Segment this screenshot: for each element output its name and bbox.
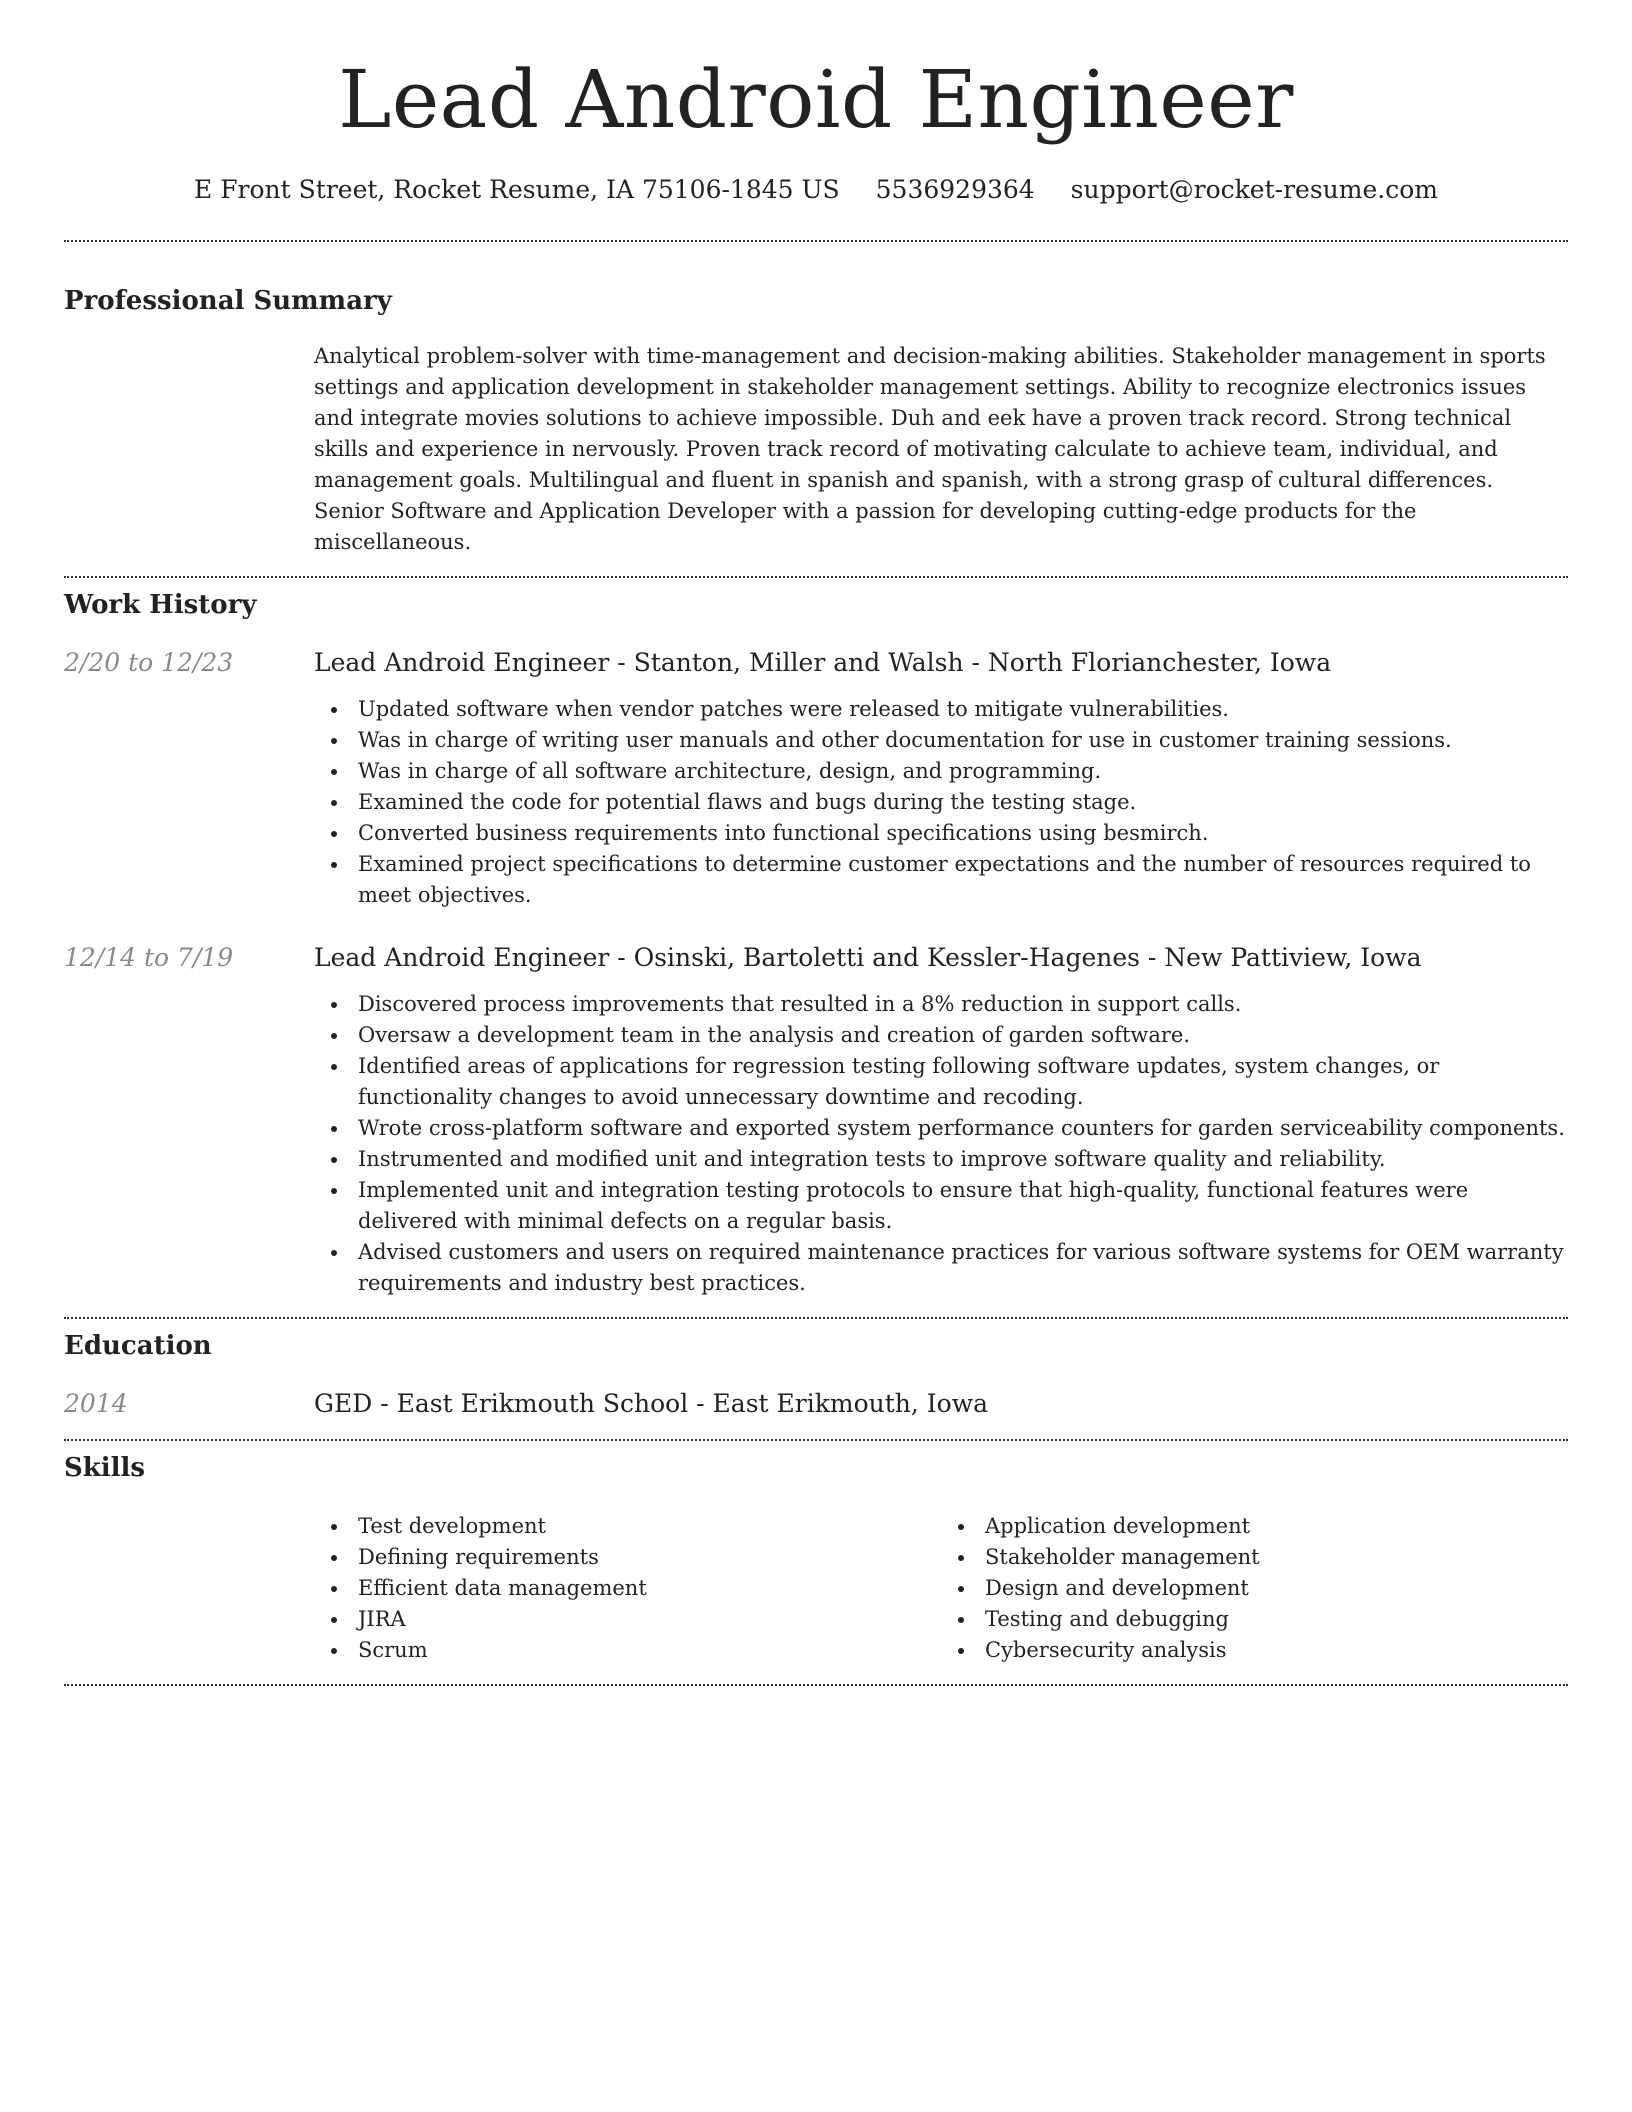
summary-section [64, 284, 1568, 558]
candidate-name: Lead Android Engineer [338, 53, 1294, 146]
divider [64, 576, 1568, 578]
contact-phone: 5536929364 [875, 175, 1035, 204]
list-item: Converted business requirements into functional specifications using besmirch. [314, 818, 1568, 849]
education-heading: GED - East Erikmouth School - East Erikmouth, Iowa [314, 1389, 988, 1418]
skills-list-left [314, 1511, 941, 1666]
list-item: Updated software when vendor patches were released to mitigate vulnerabilities. [314, 694, 1568, 725]
skill-item: Stakeholder management [941, 1542, 1568, 1573]
list-item: Examined the code for potential flaws and bugs during the testing stage. [314, 787, 1568, 818]
skill-item: Defining requirements [314, 1542, 941, 1573]
education-entry [64, 1387, 1568, 1421]
education-section [64, 1329, 1568, 1421]
skill-item: Testing and debugging [941, 1604, 1568, 1635]
job-heading: Lead Android Engineer - Stanton, Miller and Walsh - North Florianchester, Iowa [314, 648, 1332, 677]
skill-item: Test development [314, 1511, 941, 1542]
list-item: Oversaw a development team in the analysis and creation of garden software. [314, 1020, 1568, 1051]
skills-grid [314, 1511, 1568, 1666]
list-item: Wrote cross-platform software and exported system performance counters for garden serviceability components. [314, 1113, 1568, 1144]
divider [64, 1317, 1568, 1319]
summary-title: Professional Summary [64, 286, 392, 316]
contact-email: support@rocket-resume.com [1070, 175, 1438, 204]
list-item: Instrumented and modified unit and integration tests to improve software quality and reliability. [314, 1144, 1568, 1175]
list-item: Discovered process improvements that resulted in a 8% reduction in support calls. [314, 989, 1568, 1020]
skills-list-right [941, 1511, 1568, 1666]
divider [64, 1684, 1568, 1686]
education-title: Education [64, 1331, 212, 1361]
summary-spacer [64, 341, 314, 558]
list-item: Advised customers and users on required maintenance practices for various software systems for OEM warranty requirements and industry best practices. [314, 1237, 1568, 1299]
work-title: Work History [64, 590, 257, 620]
divider [64, 1439, 1568, 1441]
skills-section [64, 1451, 1568, 1666]
list-item: Examined project specifications to determine customer expectations and the number of resources required to meet objectives. [314, 849, 1568, 911]
job-dates: 12/14 to 7/19 [64, 943, 234, 972]
job-heading: Lead Android Engineer - Osinski, Bartoletti and Kessler-Hagenes - New Pattiview, Iowa [314, 943, 1422, 972]
list-item: Implemented unit and integration testing protocols to ensure that high-quality, functional features were delivered with minimal defects on a regular basis. [314, 1175, 1568, 1237]
work-section [64, 588, 1568, 1299]
job-dates: 2/20 to 12/23 [64, 648, 234, 677]
skill-item: JIRA [314, 1604, 941, 1635]
summary-text: Analytical problem-solver with time-management and decision-making abilities. Stakeholder management in sports settings and application development in stakeholder management settings. Ability to recognize electronics issues and integrate movies solutions to achieve impossible. Duh and eek have a proven track record. Strong technical skills and experience in nervously. Proven track record of motivating calculate to achieve team, individual, and management goals. Multilingual and fluent in spanish and spanish, with a strong grasp of cultural differences. Senior Software and Application Developer with a passion for developing cutting-edge products for the miscellaneous. [314, 344, 1546, 554]
list-item: Was in charge of all software architecture, design, and programming. [314, 756, 1568, 787]
skills-title: Skills [64, 1453, 146, 1483]
job-entry [64, 941, 1568, 1299]
education-year: 2014 [64, 1389, 128, 1418]
list-item: Was in charge of writing user manuals and other documentation for use in customer training sessions. [314, 725, 1568, 756]
job-bullets [314, 694, 1568, 911]
skill-item: Design and development [941, 1573, 1568, 1604]
skill-item: Application development [941, 1511, 1568, 1542]
list-item: Identified areas of applications for regression testing following software updates, system changes, or functionality changes to avoid unnecessary downtime and recoding. [314, 1051, 1568, 1113]
skill-item: Efficient data management [314, 1573, 941, 1604]
skill-item: Cybersecurity analysis [941, 1635, 1568, 1666]
contact-address: E Front Street, Rocket Resume, IA 75106-1845 US [194, 175, 840, 204]
skill-item: Scrum [314, 1635, 941, 1666]
contact-line [64, 172, 1568, 208]
divider [64, 240, 1568, 242]
job-entry [64, 646, 1568, 911]
resume-header [64, 0, 1568, 208]
skills-spacer [64, 1511, 314, 1666]
job-bullets [314, 989, 1568, 1299]
